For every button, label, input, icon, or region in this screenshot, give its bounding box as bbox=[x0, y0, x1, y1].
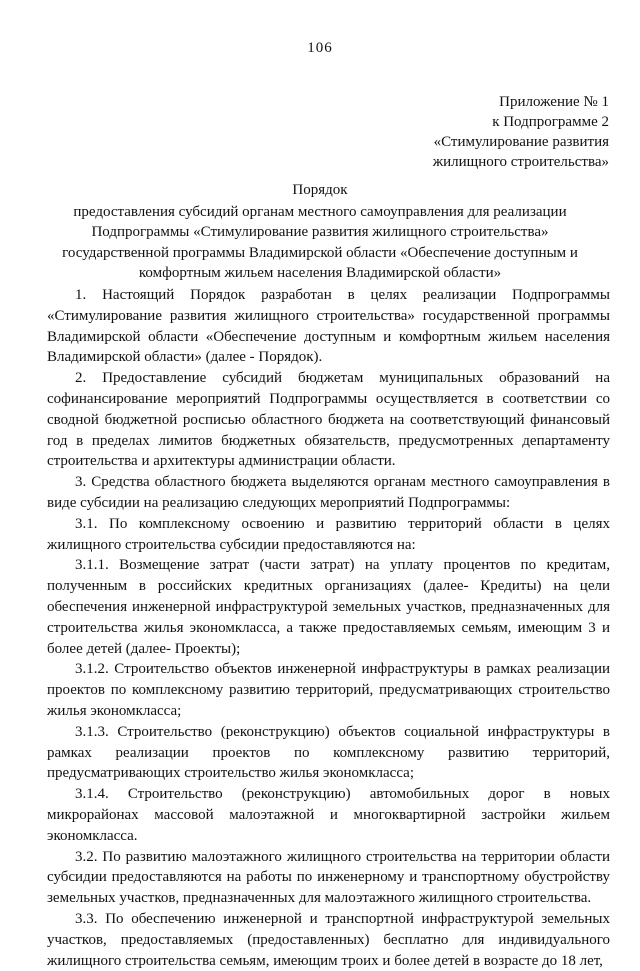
paragraph-3-1-2: 3.1.2. Строительство объектов инженерной инфраструктуры в рамках реализации проектов по комплексному развитию территорий, предусматривающих строительство жилья экономкласса; bbox=[47, 661, 610, 719]
appendix-line: жилищного строительства» bbox=[432, 154, 609, 170]
document-title bbox=[40, 180, 600, 284]
paragraph-3-1-4: 3.1.4. Строительство (реконструкцию) автомобильных дорог в новых микрорайонах массовой малоэтажной и многоквартирной застройки жильем экономкласса. bbox=[47, 786, 610, 844]
paragraph-3-1-3: 3.1.3. Строительство (реконструкцию) объектов социальной инфраструктуры в рамках реализации проектов по комплексному развитию территорий, предусматривающих строительство жилья экономкласса; bbox=[47, 723, 610, 782]
appendix-line: Приложение № 1 bbox=[499, 94, 609, 110]
title-line: государственной программы Владимирской области «Обеспечение доступным и bbox=[62, 244, 578, 261]
document-body bbox=[47, 285, 610, 971]
paragraph-3-2: 3.2. По развитию малоэтажного жилищного строительства на территории области субсидии предоставляются на работы по инженерному и транспортному обустройству земельных участков, предназначенных для малоэтажного жилищного строительства. bbox=[47, 848, 610, 907]
paragraph-1: 1. Настоящий Порядок разработан в целях реализации Подпрограммы «Стимулирование развития жилищного строительства» государственной программы Владимирской области «Обеспечение доступным и комфортным жильем населения Владимирской области» (далее - Порядок). bbox=[47, 287, 610, 366]
appendix-line: «Стимулирование развития bbox=[433, 134, 609, 150]
appendix-line: к Подпрограмме 2 bbox=[492, 114, 609, 130]
title-line: предоставления субсидий органам местного самоуправления для реализации bbox=[73, 203, 567, 220]
paragraph-3-1-1: 3.1.1. Возмещение затрат (части затрат) на уплату процентов по кредитам, полученным в российских кредитных организациях (далее- Кредиты) на цели обеспечения инженерной инфраструктурой земельных участков, предназначенных для строительства жилья экономкласса, а также предоставляемых семьям, имеющим 3 и более детей (далее- Проекты); bbox=[47, 557, 610, 657]
paragraph-3: 3. Средства областного бюджета выделяются органам местного самоуправления в виде субсидии на реализацию следующих мероприятий Подпрограммы: bbox=[47, 474, 610, 511]
paragraph-3-1: 3.1. По комплексному освоению и развитию территорий области в целях жилищного строительства субсидии предоставляются на: bbox=[47, 515, 610, 553]
appendix-header bbox=[433, 92, 609, 172]
title-main: Порядок bbox=[292, 182, 348, 198]
title-line: комфортным жильем населения Владимирской области» bbox=[138, 265, 502, 281]
paragraph-3-3: 3.3. По обеспечению инженерной и транспортной инфраструктурой земельных участков, предоставляемых (предоставленных) бесплатно для индивидуального жилищного строительства семьям, имеющим троих и более детей в возрасте до 18 лет, bbox=[47, 910, 610, 969]
title-line: Подпрограммы «Стимулирование развития жилищного строительства» bbox=[91, 224, 549, 240]
paragraph-2: 2. Предоставление субсидий бюджетам муниципальных образований на софинансирование мероприятий Подпрограммы осуществляется в соответствии со сводной бюджетной росписью областного бюджета на соответствующий финансовый год в пределах лимитов бюджетных обязательств, предусмотренных департаменту строительства и архитектуры администрации области. bbox=[47, 370, 610, 470]
page-number: 106 bbox=[307, 40, 333, 56]
